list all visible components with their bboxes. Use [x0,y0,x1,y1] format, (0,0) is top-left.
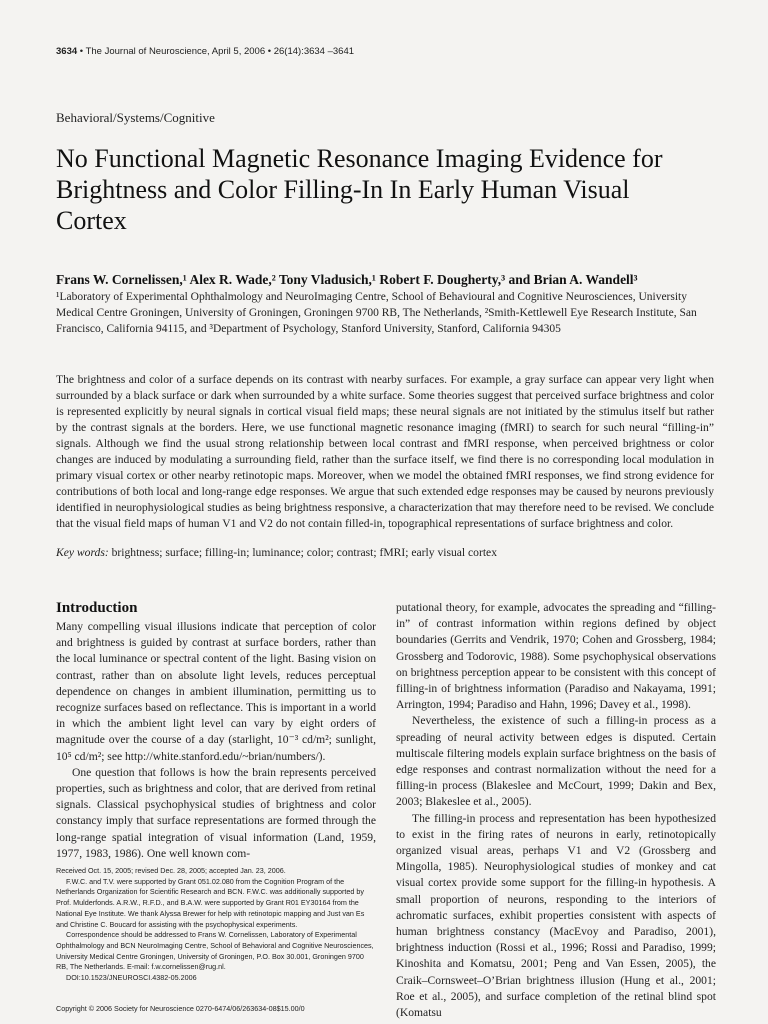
running-head [56,46,354,57]
intro-paragraph-2: One question that follows is how the brain represents perceived properties, such as brightness and color, that are derived from retinal signals. Classical psychophysical studies of brightness and color constancy imply that surface representations are formed through the long-range spatial integration of visual information (Land, 1959, 1977, 1983, 1986). One well known com- [56,765,376,860]
abstract: The brightness and color of a surface depends on its contrast with nearby surfaces. For example, a gray surface can appear very light when surrounded by a black surface or dark when surrounded by a white surface. Some theories suggest that perceived surface brightness and color is represented explicitly by neural signals in cortical visual field maps; these neural signals are not initiated by the stimulus itself but rather by the contrast signals at the borders. Here, we use functional magnetic resonance imaging (fMRI) to search for such neural “filling-in” signals. Although we find the usual strong relationship between local contrast and fMRI response, when perceived brightness or color changes are induced by modulating a surrounding field, rather than the surface itself, we find there is no corresponding local modulation in primary visual cortex or other nearby retinotopic maps. Moreover, when we model the obtained fMRI responses, we find strong evidence for contributions of both local and long-range edge responses. We argue that such extended edge responses may be caused by neurons previously identified in neurophysiological studies as being brightness responsive, a characterization that may therefore need to be revised. We conclude that the visual field maps of human V1 and V2 do not contain filled-in, topographical representations of surface brightness and color. [56,373,714,530]
footnote-doi: DOI:10.1523/JNEUROSCI.4382-05.2006 [66,973,197,983]
article-title: No Functional Magnetic Resonance Imaging Evidence for Brightness and Color Filling-In In Early Human Visual Cortex [56,144,663,235]
right-paragraph-3: The filling-in process and representation has been hypothesized to exist in the firing rates of neurons in early, retinotopically organized visual areas, perhaps V1 and V2 (Grossberg and Mingolla, 1985). Neurophysiological studies of monkey and cat visual cortex provide some support for the filling-in hypothesis. A small proportion of neurons, responding to the interiors of achromatic surfaces, exhibit properties consistent with aspects of human brightness constancy (MacEvoy and Paradiso, 2001), brightness induction (Rossi et al., 1996; Rossi and Paradiso, 1999; Kinoshita and Komatsu, 2001; Peng and Van Essen, 2005), the Craik–Cornsweet–O’Brian brightness illusion (Hung et al., 2001; Roe et al., 2005), and surface completion of the retinal blind spot (Komatsu [396,811,716,1020]
keywords [56,546,714,559]
keywords-text: brightness; surface; filling-in; luminance; color; contrast; fMRI; early visual cortex [108,546,498,559]
left-column [56,600,376,862]
footnote-funding: F.W.C. and T.V. were supported by Grant 051.02.080 from the Cognition Program of the Netherlands Organization for Scientific Research and BCN. F.W.C. was additionally supported by Prof. Mulderfonds. A.R.W., R.F.D., and B.A.W. were supported by Grant R01 EY30164 from the National Eye Institute. We thank Alyssa Brewer for help with retinotopic mapping and Just van Es and Christine C. Boucard for assisting with the psychophysical experiments. [56,876,365,929]
affiliations: ¹Laboratory of Experimental Ophthalmology and NeuroImaging Centre, School of Behavioural and Cognitive Neurosciences, University Medical Centre Groningen, University of Groningen, Groningen 9700 RB, The Netherlands, ²Smith-Kettlewell Eye Research Institute, San Francisco, California 94115, and ³Department of Psychology, Stanford University, Stanford, California 94305 [56,291,697,335]
introduction-heading: Introduction [56,600,138,616]
copyright-line: Copyright © 2006 Society for Neuroscience 0270-6474/06/263634-08$15.00/0 [56,1004,305,1013]
journal-citation: • The Journal of Neuroscience, April 5, 2006 • 26(14):3634 –3641 [79,46,355,57]
author-list: Frans W. Cornelissen,¹ Alex R. Wade,² Tony Vladusich,¹ Robert F. Dougherty,³ and Brian A. Wandell³ [56,272,638,287]
footnote-received: Received Oct. 15, 2005; revised Dec. 28, 2005; accepted Jan. 23, 2006. [56,866,286,875]
footnote-correspondence: Correspondence should be addressed to Frans W. Cornelissen, Laboratory of Experimental Ophthalmology and BCN NeuroImaging Centre, School of Behavioral and Cognitive Neurosciences, University Medical Centre Groningen, University of Groningen, P.O. Box 30.001, Groningen 9700 RB, The Netherlands. E-mail: f.w.cornelissen@rug.nl. [56,930,374,972]
intro-paragraph-1: Many compelling visual illusions indicate that perception of color and brightness is guided by contrast at surface borders, rather than the local luminance or spectral content of the light. Basing vision on contrast, rather than on absolute light levels, reduces perceptual dependence on changes in ambient illumination, permitting us to recognize surfaces based on reflectance. This is important in a world in which the ambient light level can vary by eight orders of magnitude over the course of a day (starlight, 10⁻³ cd/m²; sunlight, 10⁵ cd/m²; see http://white.stanford.edu/~brian/numbers/). [56,620,376,763]
section-label: Behavioral/Systems/Cognitive [56,110,215,125]
page-number: 3634 [56,46,78,57]
right-column [396,600,716,1021]
right-paragraph-1: putational theory, for example, advocates the spreading and “filling-in” of contrast information within regions defined by object boundaries (Gerrits and Vendrik, 1970; Cohen and Grossberg, 1984; Grossberg and Todorovic, 1988). Some psychophysical observations on brightness perception appear to be consistent with this concept of filling-in of brightness information (Paradiso and Nakayama, 1991; Arrington, 1994; Paradiso and Hahn, 1996; Davey et al., 1998). [396,601,716,712]
keywords-label: Key words: [56,546,109,559]
footnotes [56,866,376,984]
right-paragraph-2: Nevertheless, the existence of such a filling-in process as a spreading of neural activity between edges is disputed. Certain multiscale filtering models explain surface brightness on the basis of edge responses and contrast normalization without the need for a filling-in process (Blakeslee and McCourt, 1999; Dakin and Bex, 2003; Blakeslee et al., 2005). [396,714,716,809]
